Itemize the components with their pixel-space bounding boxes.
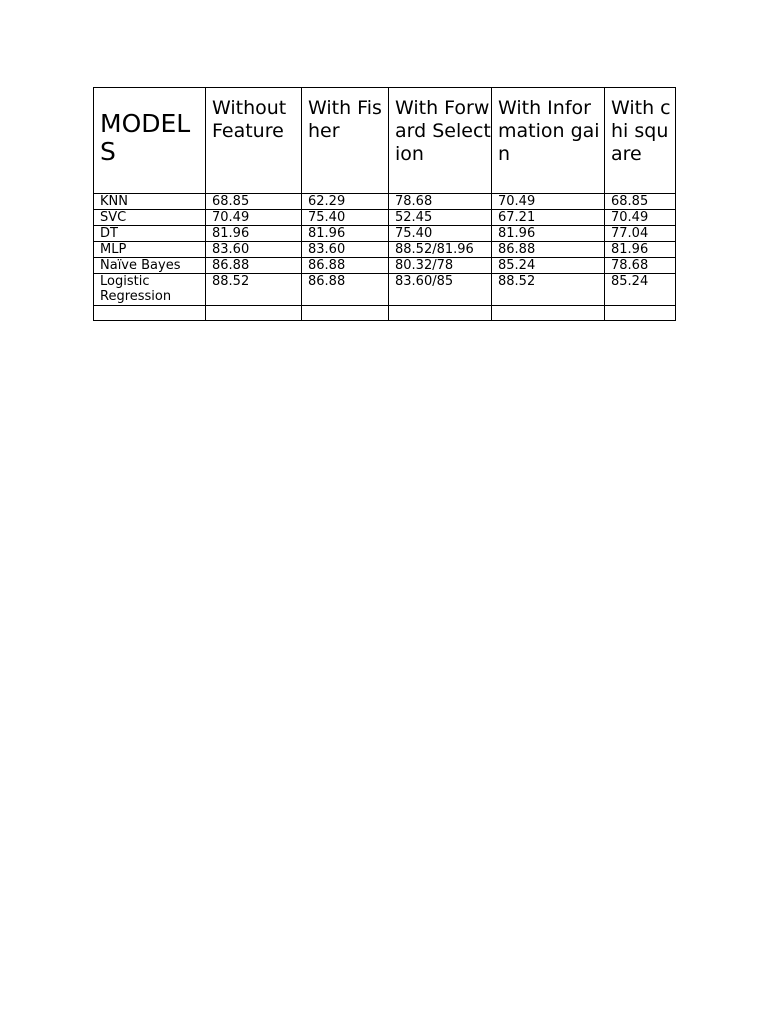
table-cell: 86.88 [302,274,389,306]
table-cell: 81.96 [605,242,676,258]
model-name: SVC [94,210,206,226]
table-row [94,258,676,274]
table-cell [302,306,389,321]
table-cell: 80.32/78 [389,258,492,274]
model-name: DT [94,226,206,242]
table-row [94,194,676,210]
table-cell: 67.21 [492,210,605,226]
model-name: Naïve Bayes [94,258,206,274]
table-cell: 78.68 [389,194,492,210]
table-cell: 70.49 [492,194,605,210]
header-with-information-gain: With Information gain [492,88,605,194]
table-cell: 88.52 [206,274,302,306]
table-cell: 86.88 [492,242,605,258]
table-cell: 83.60 [302,242,389,258]
results-table [93,87,676,321]
table-header-row [94,88,676,194]
table-cell: 86.88 [302,258,389,274]
table-cell: 81.96 [302,226,389,242]
table-cell: 86.88 [206,258,302,274]
table-cell: 70.49 [206,210,302,226]
table-cell [492,306,605,321]
table-cell: 75.40 [389,226,492,242]
table-cell: 88.52/81.96 [389,242,492,258]
table-cell: 70.49 [605,210,676,226]
table-row [94,210,676,226]
table-row [94,274,676,306]
table-cell: 78.68 [605,258,676,274]
header-without-feature: Without Feature [206,88,302,194]
table-row [94,226,676,242]
table-cell: 88.52 [492,274,605,306]
table-cell: 81.96 [206,226,302,242]
table-cell: 62.29 [302,194,389,210]
table-cell: 77.04 [605,226,676,242]
table-cell: 85.24 [492,258,605,274]
table-cell: 68.85 [206,194,302,210]
model-name: MLP [94,242,206,258]
table-cell: 68.85 [605,194,676,210]
table-row-empty [94,306,676,321]
header-models: MODELS [94,88,206,194]
table-cell [389,306,492,321]
model-name: KNN [94,194,206,210]
header-with-fisher: With Fisher [302,88,389,194]
header-with-forward-selection: With Forward Selection [389,88,492,194]
table-cell: 75.40 [302,210,389,226]
table-cell [206,306,302,321]
table-cell: 52.45 [389,210,492,226]
table-cell [605,306,676,321]
table-cell: 85.24 [605,274,676,306]
table-row [94,242,676,258]
model-name: Logistic Regression [94,274,206,306]
table-cell: 83.60 [206,242,302,258]
table-cell [94,306,206,321]
table-cell: 83.60/85 [389,274,492,306]
table-cell: 81.96 [492,226,605,242]
header-with-chi-square: With chi square [605,88,676,194]
